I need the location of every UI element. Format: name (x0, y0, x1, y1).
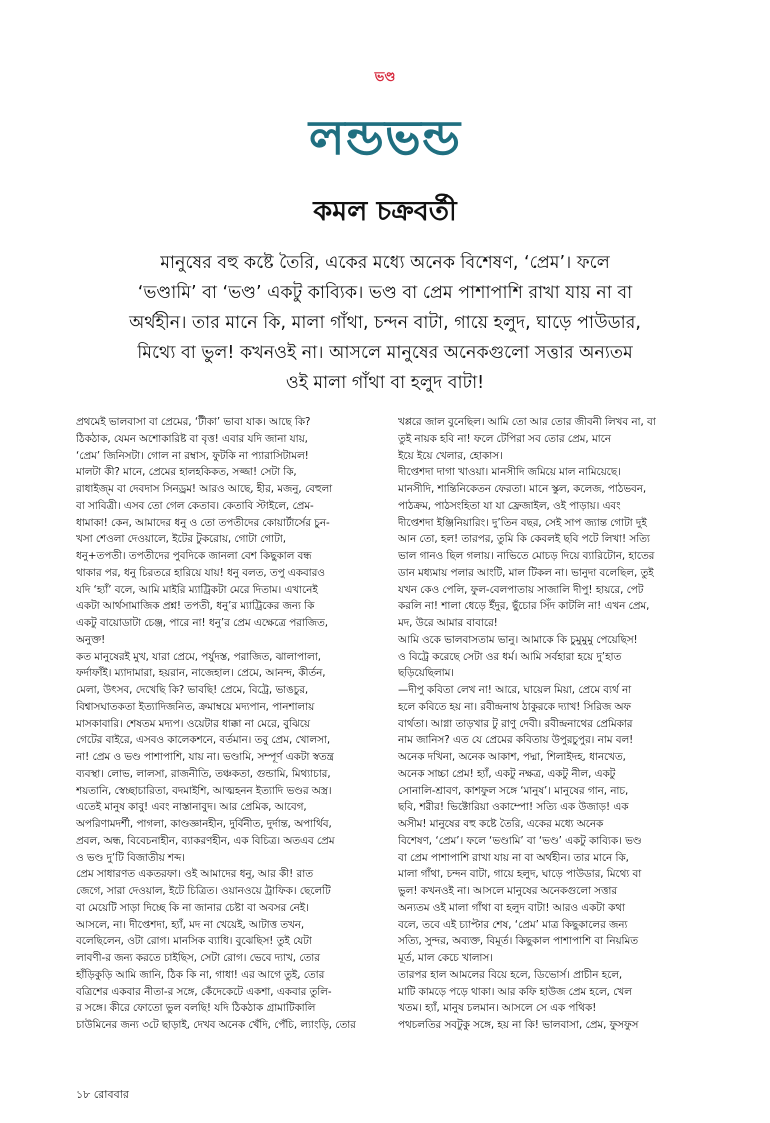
body-line: ব্যবস্থা। লোভ, লালসা, রাজনীতি, তঞ্চকতা, গুন্ডামি, মিথ্যাচার, (76, 767, 331, 780)
body-line: মালটা কী? মানে, প্রেমের হালহকিকত, সজ্জা! সেটা কি, (76, 466, 297, 479)
body-line: বিশ্বাসঘাতকতা ইত্যাদিজনিত, ক্রমাম্বয়ে মদ্যপান, পানশালায় (76, 700, 315, 713)
body-line: ভুল! কখনওই না। আসলে মানুষের অনেকগুলো সত্তার (398, 885, 618, 897)
body-line: অনুক্ত! (76, 633, 106, 646)
body-line: পাঠক্রম, পাঠসংহিতা যা যা ফ্রেজাইল, ওই পাড়ায়। এবং (398, 499, 621, 512)
body-line: থাকার পর, ধনু চিরতরে হারিয়ে যায়! ধনু বলত, তপু একবারও (76, 566, 325, 579)
body-line: শয়তানি, স্বেচ্ছাচারিতা, বদমাইশি, আত্মহনন ইত্যাদি ভণ্ডর অস্ত্র। (76, 784, 332, 797)
standfirst-line: ওই মালা গাঁথা বা হলুদ বাটা! (285, 373, 485, 393)
body-line: মূর্ত, মাল কেচে খালাস। (398, 952, 493, 964)
body-line: আমি ওকে ভালবাসতাম ভানু। আমাকে কি চুমুমুমু পেয়েছিস! (398, 633, 638, 646)
standfirst-line: মানুষের বহু কষ্টে তৈরি, একের মধ্যে অনেক বিশেষণ, ‘প্রেম’। ফলে (160, 253, 610, 273)
body-line: চাউমিনের জন্য ৩টে ছাড়াই, দেখব অনেক খেঁদি, পেঁচি, ল্যাংড়ি, তোর (76, 1019, 356, 1031)
body-line: তুই নায়ক হবি না! ফলে টেপিরা সব তোর প্রেম, মানে (398, 432, 611, 445)
body-line: বা সাবিত্রী। এসব তো গেল কেতাব। কেতাবি স্টাইলে, প্রেম- (76, 499, 314, 512)
body-line: তারপর হাল আমলের বিয়ে হলে, ডিভোর্স। প্রাচীন হলে, (398, 968, 623, 981)
body-line: পথচলতির সবটুকু সঙ্গে, হয় না কি! ভালবাসা, প্রেম, ফুসফুস (398, 1019, 639, 1031)
body-line: ইয়ে ইয়ে খেলার, হোকাস। (398, 449, 503, 462)
body-line: খতম। হ্যাঁ, মানুষ চলমান। আসলে সে এক পথিক! (398, 1002, 597, 1015)
body-column-left (76, 414, 376, 1034)
body-line: মদ, উরে আমার বাবারে! (398, 617, 498, 629)
body-line: অপরিণামদর্শী, পাগলা, কাণ্ডজ্ঞানহীন, দুর্বিনীত, দুর্দান্ত, অপার্থিব, (76, 818, 332, 830)
body-line: জেগে, সারা দেওয়াল, ইটে চিত্রিত। ওয়ানওয়ে ট্রাফিক। ছেলেটি (76, 885, 331, 897)
body-line: যখন কেও পেলি, ফুল-বেলপাতায় সাজালি দীপু! হায়রে, পেট (398, 583, 644, 596)
body-line: নাম জানিস? এত যে প্রেমের কবিতায় উপুরচুপুর। নাম বল! (398, 734, 634, 747)
body-line: একটা আর্থসামাজিক প্রশ্ন! তপতী, ধনু’র ম্যাট্রিকের জন্য কি (76, 600, 315, 613)
body-line: দীপ্তেশদা দাগা খাওয়া। মানসীদি জমিয়ে মাল নামিয়েছে। (398, 466, 621, 479)
body-line: অনেক দখিনা, অনেক আকাশ, পদ্মা, শিলাইদহ, ধানখেত, (398, 751, 626, 763)
body-line: বা মেয়েটি সাড়া দিচ্ছে কি না জানার চেষ্টা বা অবসর নেই। (76, 901, 309, 914)
body-line: অসীম! মানুষের বহু কষ্টে তৈরি, একের মধ্যে অনেক (398, 818, 604, 830)
body-line: ধামাকা! কেন, আমাদের ধনু ও তো তপতীদের কোয়ার্টার্সের চুন- (76, 516, 330, 529)
body-line: মাসকাবারি। শেষতম মদ্যপ। ওয়েটার ধাক্কা না মেরে, বুঝিয়ে (76, 717, 310, 730)
section-label: ভণ্ড (374, 70, 396, 85)
standfirst (88, 248, 682, 398)
body-line: ঠিকঠাক, যেমন অশোকারিষ্ট বা বৃত্ত! এবার যদি জানা যায়, (76, 432, 308, 445)
body-line: হলে কবিতে হয় না। রবীন্দ্রনাথ ঠাকুরকে দ্যাখ! সিরিজ অফ (398, 700, 631, 713)
body-line: বার্থতা। আগ্না তাড়খার টু রাণু দেবী। রবীন্দ্রনাথের প্রেমিকার (398, 717, 633, 730)
body-line: র সঙ্গে। কীরে ফোতো ভুল বলছি! যদি ঠিকঠাক গ্রামাটিকালি (76, 1002, 316, 1015)
body-line: ডান মধ্যমায় পলার আংটি, মাল টিকল না। ভানুদা বলেছিল, তুই (398, 566, 654, 579)
headline: লন্ডভন্ড (308, 110, 462, 166)
standfirst-line: অর্থহীন। তার মানে কি, মালা গাঁথা, চন্দন বাটা, গায়ে হলুদ, ঘাড়ে পাউডার, (129, 313, 641, 333)
body-line: অন্যতম ওই মালা গাঁথা বা হলুদ বাটা! আরও একটা কথা (398, 901, 626, 914)
body-line: আন তো, হল! তারপর, তুমি কি কেবলই ছবি পটে লিখা! সত্যি (398, 533, 650, 546)
body-line: কত মানুষেরই মুখ, যারা প্রেমে, পর্যুদস্ত, পরাজিত, ঝালাপালা, (76, 650, 321, 663)
body-line: আসলে, না। দীপ্তেশদা, হ্যাঁ, মদ না খেয়েই, আটাত্ত তখন, (76, 918, 305, 931)
body-line: প্রথমেই ভালবাসা বা প্রেমের, ‘টীকা’ ভাবা যাক। আছে কি? (76, 416, 311, 428)
body-line: ছড়িয়েছিলাম। (398, 667, 454, 680)
standfirst-line: মিথ্যে বা ভুল! কখনওই না। আসলে মানুষের অনেকগুলো সত্তার অন্যতম (137, 343, 633, 363)
body-line: দীপ্তেশদা ইঞ্জিনিয়ারিং। দু’তিন বছর, সেই সাপ জ্যান্ত গোটা দুই (398, 516, 647, 529)
body-line: মেলা, উৎসব, দেখেছি কি? ভাবছি! প্রেমে, বিট্রে, ভাঙচুর, (76, 684, 309, 696)
body-line: ‘প্রেম’ জিনিসটা। গোল না রম্বাস, ফুটকি না প্যারাসিটামল! (76, 449, 309, 462)
body-line: এতেই মানুষ কাবু! এবং নাস্তানাবুদ। আর প্রেমিক, আবেগ, (76, 801, 307, 814)
body-line: একটু বায়োডাটা চেঞ্জ, পারে না! ধনু’র প্রেম এক্ষেত্রে পরাজিত, (76, 617, 328, 629)
body-line: মাটি কামড়ে পড়ে থাকা। আর কফি হাউজ প্রেম হলে, খেল (398, 985, 632, 998)
body-line: বলে, তবে এই চ্যাপ্টার শেষ, ‘প্রেম’ মাত্র কিছুকালের জন্য (398, 918, 628, 931)
page-footer: ১৮ রোববার (76, 1088, 129, 1101)
body-line: খসা শেওলা দেওয়ালে, ইটের টুকরোয়, গোটা গোটা, (76, 533, 286, 546)
body-line: বা প্রেম পাশাপাশি রাখা যায় না বা অর্থহীন। তার মানে কি, (398, 851, 629, 864)
body-line: প্রবল, অন্ধ, বিবেচনাহীন, ব্যাকরণহীন, এক বিচিত্র। অতএব প্রেম (76, 834, 335, 847)
body-line: প্রেম সাধারণত একতরফা। ওই আমাদের ধনু, আর কী! রাত (76, 868, 313, 881)
standfirst-line: ‘ভণ্ডামি’ বা ‘ভণ্ড’ একটু কাব্যিক। ভণ্ড বা প্রেম পাশাপাশি রাখা যায় না বা (137, 283, 633, 303)
author-name: কমল চক্রবর্তী (313, 196, 457, 227)
body-line: ধনু+তপতী। তপতীদের পুবদিকে জানলা বেশ কিছুকাল বন্ধ (76, 550, 312, 562)
body-line: যদি ‘হ্যাঁ’ বলে, আমি মাইরি ম্যাট্রিকটা মেরে দিতাম। এখানেই (76, 583, 318, 596)
body-line: ও বিট্রে করেছে সেটা ওর ধর্ম। আমি সর্বহারা হয়ে দু’হাত (398, 650, 622, 663)
body-line: ছবি, শরীর! ভিক্টোরিয়া ওকাম্পো! সত্যি এক উজাড়! এক (398, 801, 629, 814)
body-column-right (398, 414, 698, 1034)
body-line: সত্যি, সুন্দর, অব্যক্ত, বিমূর্ত। কিছুকাল পাশাপাশি বা নিয়মিত (398, 935, 638, 948)
body-line: ভাল গানও ছিল গলায়। নাভিতে মোচড় দিয়ে ব্যারিটোন, হাতের (398, 550, 655, 562)
body-line: ও ভণ্ড দু’টি বিজাতীয় শব্দ। (76, 851, 185, 864)
body-line: বলেছিলেন, ওটা রোগ। মানসিক ব্যাধি। বুঝেছিস! তুই যেটা (76, 935, 312, 948)
body-line: রাধাইজ্‌ম বা দেবদাস সিনড্রম! আরও আছে, হীর, মজনু, বেহুলা (76, 483, 333, 495)
body-line: অনেক সাচ্চা প্রেম! হ্যাঁ, একটু নক্ষত্র, একটু নীল, একটু (398, 767, 616, 780)
body-line: সোনালি-শ্রাবণ, কাশফুল সঙ্গে ‘মানুষ’। মানুষের গান, নাচ, (398, 784, 629, 797)
body-line: না! প্রেম ও ভণ্ড পাশাপাশি, যায় না। ভণ্ডামি, সম্পূর্ণ একটা স্বতন্ত্র (76, 751, 334, 763)
body-line: খপ্পরে জাল বুনেছিল। আমি তো আর তোর জীবনী লিখব না, বা (398, 416, 656, 428)
body-line: মানসীদি, শান্তিনিকেতন ফেরতা। মানে স্কুল, কলেজ, পাঠভবন, (398, 483, 647, 495)
body-line: মালা গাঁথা, চন্দন বাটা, গায়ে হলুদ, ঘাড়ে পাউডার, মিথ্যে বা (398, 868, 642, 881)
body-line: —দীপু কবিতা লেখ না! আরে, ঘায়েল মিয়া, প্রেমে ব্যর্থ না (398, 684, 632, 696)
body-line: লাবণী-র জন্য করতে চাইছিস, সেটা রোগ। ভেবে দ্যাখ, তোর (76, 952, 320, 964)
body-line: বিশেষণ, ‘প্রেম’। ফলে ‘ভণ্ডামি’ বা ‘ভণ্ড’ একটু কাব্যিক। ভণ্ড (398, 834, 642, 847)
body-line: হাঁড়িকুড়ি আমি জানি, ঠিক কি না, গাধা! এর আগে তুই, তোর (76, 968, 325, 981)
body-line: গেটের বাইরে, এসবও কালেকশনে, বর্তমান। তবু প্রেম, খোলসা, (76, 734, 331, 747)
body-line: করলি না! শালা ধেড়ে ইঁদুর, ছুঁচোর সিঁদ কাটলি না! এখন প্রেম, (398, 600, 650, 613)
body-line: বত্রিশের একবার নীতা-র সঙ্গে, কেঁদেকেটে একশা, একবার তুলি- (76, 985, 332, 998)
body-line: ফর্দাফাঁই। ম্যাদামারা, হয়রান, নাজেহাল। প্রেমে, আনন্দ, কীর্তন, (76, 667, 326, 680)
